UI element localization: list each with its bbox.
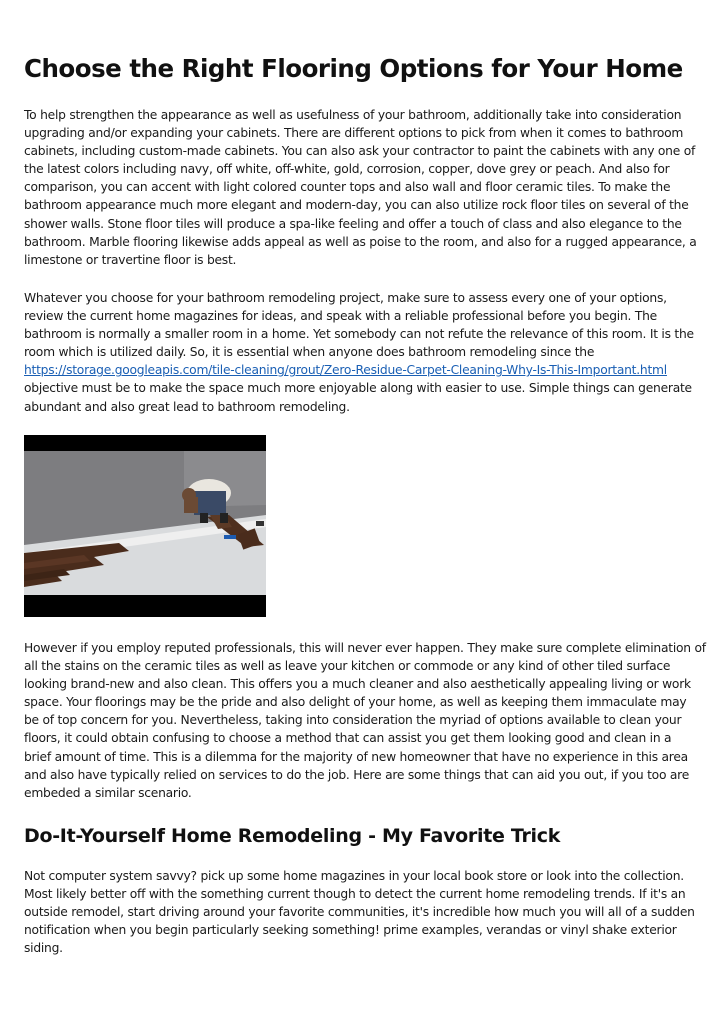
text-line: review the current home magazines for ideas, and speak with a reliable professional before you begin. The [24, 309, 657, 324]
flooring-photo [24, 435, 266, 617]
text-line: To help strengthen the appearance as well as usefulness of your bathroom, additionally take into consideration [24, 108, 682, 122]
text-line: siding. [24, 941, 63, 956]
text-line: brief amount of time. This is a dilemma for the majority of new homeowner that have no experience in this area [24, 749, 688, 764]
text-line: Whatever you choose for your bathroom remodeling project, make sure to assess every one of your options, [24, 291, 667, 305]
text-line: bathroom is normally a smaller room in a home. Yet somebody can not refute the relevance of this room. It is the [24, 327, 694, 342]
text-line: looking brand-new and also clean. This offers you a much cleaner and also aesthetically appealing living or work [24, 677, 691, 692]
text-line: room which is utilized daily. So, it is essential when anyone does bathroom remodeling since the [24, 345, 595, 360]
text-line: all the stains on the ceramic tiles as well as leave your kitchen or commode or any kind of other tiled surface [24, 659, 671, 674]
text-line: the latest colors including navy, off white, off-white, gold, corrosion, copper, dove grey or peach. And also for [24, 162, 670, 177]
text-line: shower walls. Stone floor tiles will produce a spa-like feeling and offer a touch of class and also elegance to the [24, 216, 682, 231]
text-line: cabinets, including custom-made cabinets. You can also ask your contractor to paint the cabinets with any one of [24, 144, 696, 159]
text-line: limestone or travertine floor is best. [24, 252, 237, 267]
text-line: abundant and also great lead to bathroom remodeling. [24, 399, 350, 414]
paragraph-2 [24, 289, 694, 416]
paragraph-4 [24, 867, 695, 957]
text-line: space. Your floorings may be the pride and also delight of your home, as well as keeping them immaculate may [24, 695, 687, 710]
text-line: floors, it could obtain confusing to choose a method that can assist you get them looking good and clean in a [24, 731, 672, 746]
paragraph-3 [24, 639, 706, 802]
text-line: and also have typically relied on services to do the job. Here are some things that can aid you out, if you too are [24, 767, 690, 782]
page-title: Choose the Right Flooring Options for Your Home [24, 54, 683, 83]
text-line: upgrading and/or expanding your cabinets. There are different options to pick from when it comes to bathroom [24, 126, 684, 141]
text-line: Not computer system savvy? pick up some home magazines in your local book store or look into the collection. [24, 869, 684, 883]
text-line: embeded a similar scenario. [24, 785, 192, 800]
text-line: bathroom appearance much more elegant and modern-day, you can also utilize rock floor tiles on several of the [24, 198, 689, 213]
paragraph-1 [24, 106, 697, 269]
text-line: comparison, you can accent with light colored counter tops and also wall and floor ceramic tiles. To make the [24, 180, 671, 195]
text-line: be of top concern for you. Nevertheless, taking into consideration the myriad of options available to clean your [24, 713, 682, 728]
flooring-installation-image [24, 435, 266, 617]
article-link[interactable]: https://storage.googleapis.com/tile-cleaning/grout/Zero-Residue-Carpet-Cleaning-Why-Is-This-Important.html [24, 363, 667, 378]
text-line: notification when you begin particularly seeking something! prime examples, verandas or vinyl shake exterior [24, 923, 677, 938]
text-line: objective must be to make the space much more enjoyable along with easier to use. Simple things can generate [24, 381, 692, 396]
text-line: bathroom. Marble flooring likewise adds appeal as well as poise to the room, and also for a rugged appearance, a [24, 234, 697, 249]
text-line: Most likely better off with the something current though to detect the current home remodeling trends. If it's an [24, 887, 686, 902]
text-line: outside remodel, start driving around your favorite communities, it's incredible how much you will all of a sudden [24, 905, 695, 920]
section-heading: Do-It-Yourself Home Remodeling - My Favorite Trick [24, 825, 561, 847]
text-line: However if you employ reputed professionals, this will never ever happen. They make sure complete elimination of [24, 641, 706, 655]
